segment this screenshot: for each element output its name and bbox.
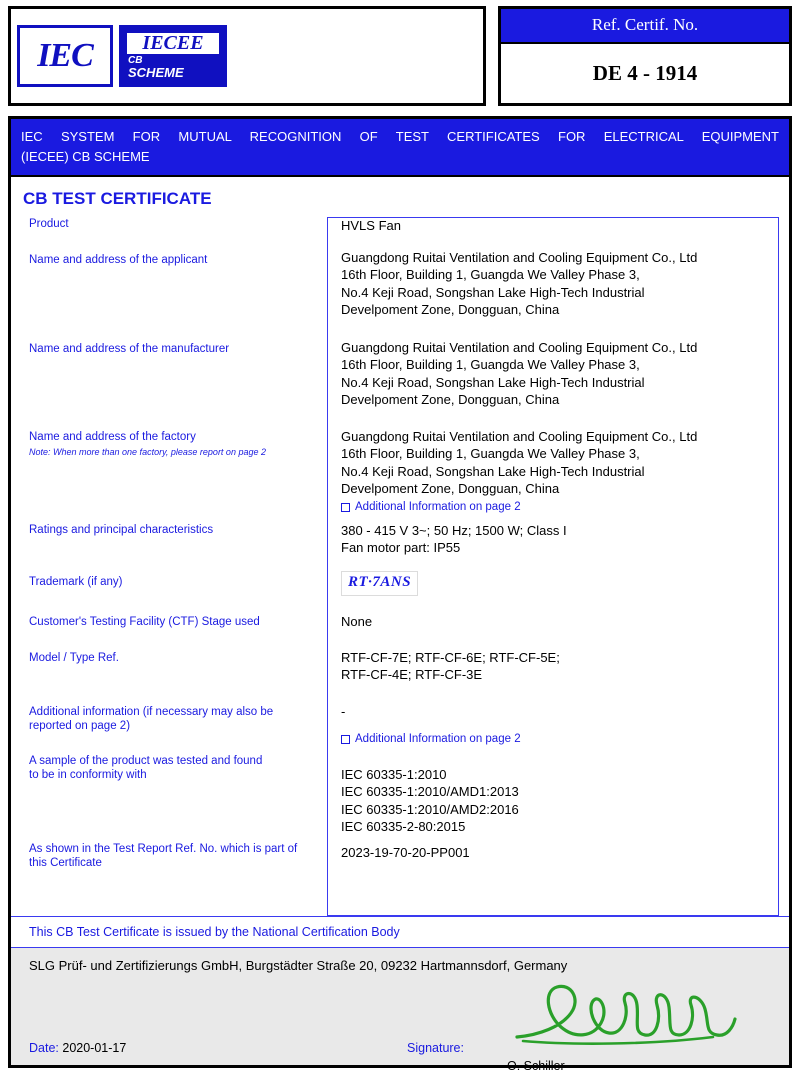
iecee-cb-scheme-logo	[119, 25, 227, 87]
scheme-banner	[11, 119, 789, 177]
date-value: 2020-01-17	[62, 1041, 127, 1055]
factory-additional-info-label: Additional Information on page 2	[355, 501, 521, 514]
ratings-value-line1: 380 - 415 V 3~; 50 Hz; 1500 W; Class I	[341, 523, 567, 538]
additional-information-label-line1: Additional information (if necessary may also be	[29, 706, 274, 718]
model-value-line1: RTF-CF-7E; RTF-CF-6E; RTF-CF-5E;	[341, 650, 560, 665]
reference-number-title: Ref. Certif. No.	[501, 9, 789, 44]
conformity-standard-4: IEC 60335-2-80:2015	[341, 818, 466, 834]
manufacturer-label: Name and address of the manufacturer	[29, 343, 230, 355]
additional-information-link[interactable]	[341, 732, 775, 747]
trademark-label: Trademark (if any)	[29, 576, 123, 588]
conformity-value	[341, 766, 775, 835]
reference-number-box	[498, 6, 792, 106]
factory-note: Note: When more than one factory, please report on page 2	[29, 447, 266, 458]
fields-area	[11, 217, 789, 916]
handwritten-signature	[509, 975, 739, 1053]
test-report-value: 2023-19-70-20-PP001	[341, 845, 470, 860]
issuer-block	[11, 947, 789, 1073]
applicant-value-line2: 16th Floor, Building 1, Guangda We Valley Phase 3,	[341, 267, 640, 283]
conformity-label-line1: A sample of the product was tested and found	[29, 755, 263, 767]
test-report-label-line2: this Certificate	[29, 857, 102, 870]
additional-information-link-label: Additional Information on page 2	[355, 733, 521, 746]
manufacturer-value-line3: No.4 Keji Road, Songshan Lake High-Tech Industrial	[341, 374, 645, 390]
ratings-value-line2: Fan motor part: IP55	[341, 540, 461, 556]
conformity-label-line2: to be in conformity with	[29, 769, 147, 782]
factory-value-line4: Develpoment Zone, Dongguan, China	[341, 480, 560, 496]
trademark-logo: RT·7ANS	[341, 571, 418, 596]
additional-information-dash: -	[341, 704, 346, 719]
signatory-name: O. Schiller	[507, 1059, 565, 1073]
ratings-label: Ratings and principal characteristics	[29, 524, 214, 536]
additional-information-label	[29, 705, 321, 734]
model-label: Model / Type Ref.	[29, 652, 119, 664]
issue-date	[29, 1041, 126, 1055]
product-label: Product	[29, 218, 69, 230]
ctf-stage-value: None	[341, 614, 373, 629]
signature-area	[29, 973, 771, 1073]
iecee-logo-line3: SCHEME	[128, 64, 184, 80]
reference-number-value: DE 4 - 1914	[501, 44, 789, 103]
applicant-value-line3: No.4 Keji Road, Songshan Lake High-Tech Industrial	[341, 284, 645, 300]
conformity-standard-2: IEC 60335-1:2010/AMD1:2013	[341, 784, 519, 800]
factory-label	[29, 430, 321, 459]
scheme-banner-line1: IEC SYSTEM FOR MUTUAL RECOGNITION OF TEST CERTIFICATES FOR ELECTRICAL EQUIPMENT	[21, 129, 779, 144]
factory-value-line3: No.4 Keji Road, Songshan Lake High-Tech Industrial	[341, 463, 645, 479]
applicant-value-line4: Develpoment Zone, Dongguan, China	[341, 301, 560, 317]
factory-label-text: Name and address of the factory	[29, 431, 196, 443]
manufacturer-value-line1: Guangdong Ruitai Ventilation and Cooling Equipment Co., Ltd	[341, 340, 698, 355]
applicant-value-line1: Guangdong Ruitai Ventilation and Cooling Equipment Co., Ltd	[341, 250, 698, 265]
header	[8, 6, 792, 106]
manufacturer-value-line4: Develpoment Zone, Dongguan, China	[341, 391, 560, 407]
manufacturer-value-line2: 16th Floor, Building 1, Guangda We Valley Phase 3,	[341, 357, 640, 373]
conformity-label	[29, 754, 321, 783]
applicant-label: Name and address of the applicant	[29, 254, 208, 266]
conformity-standard-1: IEC 60335-1:2010	[341, 767, 447, 782]
additional-information-value	[341, 703, 775, 748]
page-title: CB TEST CERTIFICATE	[23, 189, 212, 208]
factory-value-line2: 16th Floor, Building 1, Guangda We Valley Phase 3,	[341, 446, 640, 462]
issuer-name: SLG Prüf- und Zertifizierungs GmbH, Burgstädter Straße 20, 09232 Hartmannsdorf, Germany	[29, 958, 568, 973]
applicant-value	[341, 249, 775, 318]
conformity-standard-3: IEC 60335-1:2010/AMD2:2016	[341, 801, 519, 817]
ctf-stage-label: Customer's Testing Facility (CTF) Stage used	[29, 616, 260, 628]
trademark-value-wrap	[341, 571, 775, 596]
product-value: HVLS Fan	[341, 218, 401, 233]
test-report-label	[29, 842, 321, 871]
checkbox-icon[interactable]	[341, 503, 350, 512]
iecee-logo-line1: IECEE	[126, 32, 220, 55]
iec-logo	[17, 25, 113, 87]
scheme-banner-line2: (IECEE) CB SCHEME	[21, 148, 150, 164]
certificate-body	[8, 116, 792, 1073]
model-value-line2: RTF-CF-4E; RTF-CF-3E	[341, 667, 483, 683]
factory-additional-info[interactable]	[341, 500, 775, 515]
model-value	[341, 649, 775, 684]
logo-box	[8, 6, 486, 106]
additional-information-label-line2: reported on page 2)	[29, 720, 131, 733]
ratings-value	[341, 522, 775, 557]
iec-logo-text: IEC	[37, 37, 93, 74]
factory-value	[341, 428, 775, 515]
checkbox-icon[interactable]	[341, 735, 350, 744]
iecee-logo-line2: CB	[128, 54, 143, 66]
manufacturer-value	[341, 339, 775, 408]
signature-label: Signature:	[407, 1041, 464, 1055]
issued-by-line: This CB Test Certificate is issued by the National Certification Body	[11, 916, 789, 947]
test-report-label-line1: As shown in the Test Report Ref. No. which is part of	[29, 843, 298, 855]
factory-value-line1: Guangdong Ruitai Ventilation and Cooling Equipment Co., Ltd	[341, 429, 698, 444]
date-label: Date:	[29, 1041, 59, 1055]
